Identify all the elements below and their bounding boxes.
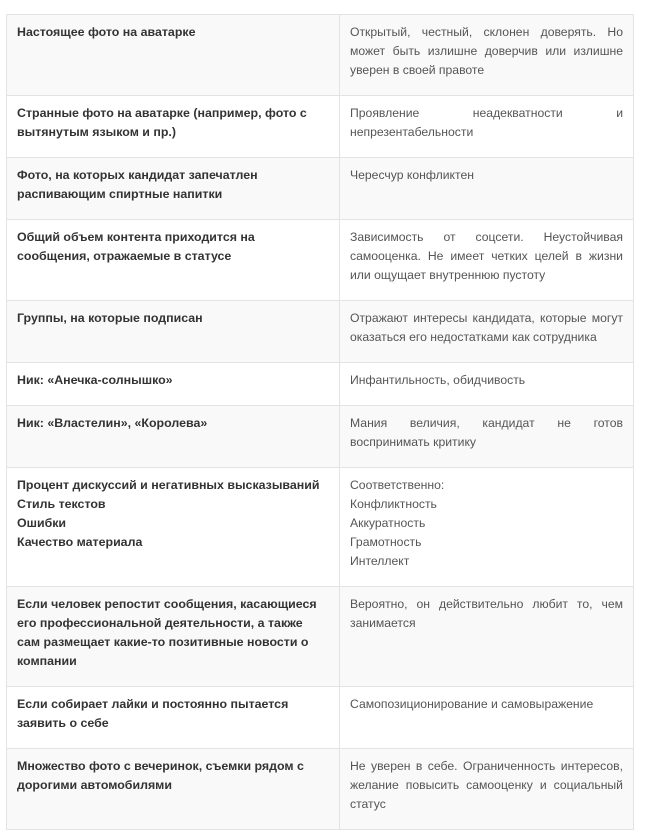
meaning-text: Зависимость от соцсети. Неустойчивая самооценка. Не имеет четких целей в жизни или ощущает внутреннюю пустоту [350,230,623,282]
meaning-text: Грамотность [350,535,422,549]
meaning-text: Мания величия, кандидат не готов воспринимать критику [350,416,623,449]
sign-cell [7,406,340,468]
meaning-cell [340,587,634,687]
table-row [7,15,634,96]
sign-text: Стиль текстов [17,497,106,511]
table-row [7,687,634,749]
sign-text: Ник: «Властелин», «Королева» [17,416,208,430]
meaning-cell [340,406,634,468]
meaning-cell [340,158,634,220]
meaning-cell [340,301,634,363]
meaning-text: Не уверен в себе. Ограниченность интересов, желание повысить самооценку и социальный статус [350,759,623,811]
sign-text: Настоящее фото на аватарке [17,25,196,39]
sign-text: Ник: «Анечка-солнышко» [17,373,173,387]
sign-text: Качество материала [17,535,143,549]
table-row [7,96,634,158]
meaning-cell [340,15,634,96]
sign-cell [7,749,340,830]
traits-table [6,14,634,830]
meaning-text: Проявление неадекватности и непрезентабельности [350,106,623,139]
meaning-cell [340,363,634,406]
sign-cell [7,687,340,749]
meaning-cell [340,687,634,749]
content-area [6,14,633,830]
meaning-text: Чересчур конфликтен [350,168,474,182]
meaning-cell [340,749,634,830]
sign-cell [7,158,340,220]
sign-cell [7,96,340,158]
table-row [7,363,634,406]
meaning-text: Инфантильность, обидчивость [350,373,526,387]
table-row [7,468,634,587]
meaning-text: Вероятно, он действительно любит то, чем занимается [350,597,623,630]
meaning-cell [340,468,634,587]
table-row [7,406,634,468]
sign-text: Группы, на которые подписан [17,311,203,325]
sign-cell [7,587,340,687]
table-row [7,158,634,220]
sign-cell [7,363,340,406]
meaning-text: Интеллект [350,554,410,568]
meaning-cell [340,220,634,301]
table-row [7,220,634,301]
sign-text: Если человек репостит сообщения, касающиеся его профессиональной деятельности, а также сам размещает какие-то позитивные новости о компании [17,597,317,668]
meaning-text: Самопозиционирование и самовыражение [350,697,594,711]
meaning-text: Соответственно: [350,478,445,492]
sign-text: Процент дискуссий и негативных высказываний [17,478,320,492]
table-row [7,749,634,830]
sign-text: Множество фото с вечеринок, съемки рядом с дорогими автомобилями [17,759,304,792]
meaning-text: Конфликтность [350,497,437,511]
sign-text: Если собирает лайки и постоянно пытается заявить о себе [17,697,289,730]
sign-text: Общий объем контента приходится на сообщения, отражаемые в статусе [17,230,255,263]
meaning-text: Аккуратность [350,516,426,530]
sign-text: Странные фото на аватарке (например, фото с вытянутым языком и пр.) [17,106,307,139]
sign-cell [7,15,340,96]
meaning-text: Отражают интересы кандидата, которые могут оказаться его недостатками как сотрудника [350,311,623,344]
table-row [7,301,634,363]
table-row [7,587,634,687]
meaning-cell [340,96,634,158]
sign-cell [7,468,340,587]
sign-text: Ошибки [17,516,67,530]
meaning-text: Открытый, честный, склонен доверять. Но может быть излишне доверчив или излишне уверен в своей правоте [350,25,623,77]
sign-text: Фото, на которых кандидат запечатлен распивающим спиртные напитки [17,168,258,201]
sign-cell [7,220,340,301]
sign-cell [7,301,340,363]
